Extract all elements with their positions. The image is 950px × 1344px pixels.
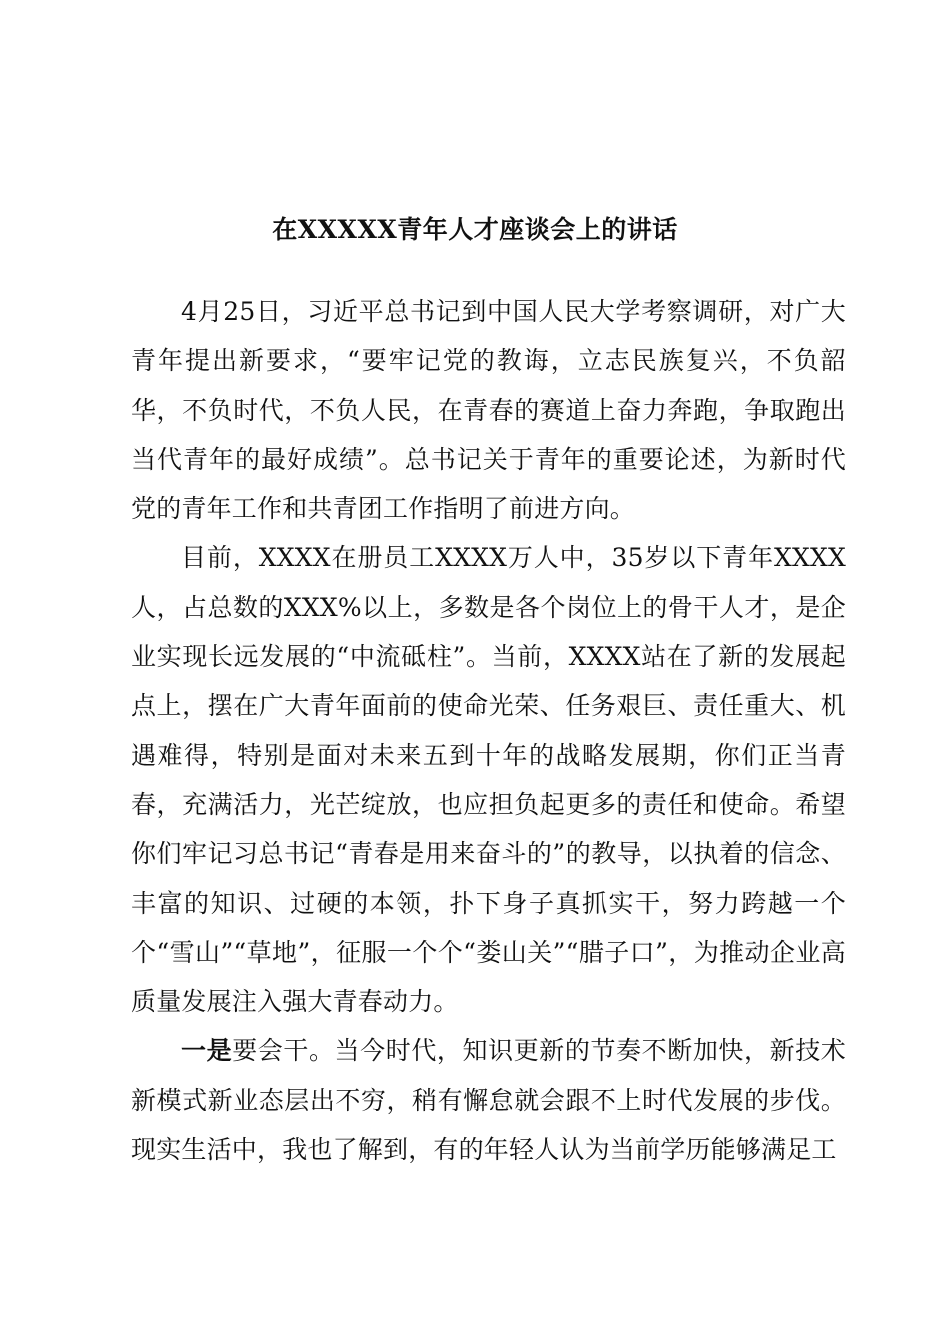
document-body [131,287,846,1174]
paragraph-1 [131,287,846,533]
paragraph-3-lead: 一是 [181,1036,233,1066]
paragraph-1-text: 4月25日，习近平总书记到中国人民大学考察调研，对广大青年提出新要求，“要牢记党的教诲，立志民族复兴，不负韶华，不负时代，不负人民，在青春的赛道上奋力奔跑，争取跑出当代青年的最好成绩”。总书记关于青年的重要论述，为新时代党的青年工作和共青团工作指明了前进方向。 [131,297,846,524]
document-title: 在XXXXX青年人才座谈会上的讲话 [272,215,678,244]
paragraph-3 [131,1026,846,1174]
paragraph-2-text: 目前，XXXX在册员工XXXX万人中，35岁以下青年XXXX人，占总数的XXX%以上，多数是各个岗位上的骨干人才，是企业实现长远发展的“中流砥柱”。当前，XXXX站在了新的发展起点上，摆在广大青年面前的使命光荣、任务艰巨、责任重大、机遇难得，特别是面对未来五到十年的战略发展期，你们正当青春，充满活力，光芒绽放，也应担负起更多的责任和使命。希望你们牢记习总书记“青春是用来奋斗的”的教导，以执着的信念、丰富的知识、过硬的本领，扑下身子真抓实干，努力跨越一个个“雪山”“草地”，征服一个个“娄山关”“腊子口”，为推动企业高质量发展注入强大青春动力。 [131,543,846,1017]
paragraph-2 [131,533,846,1026]
paragraph-3-text: 要会干。当今时代，知识更新的节奏不断加快，新技术新模式新业态层出不穷，稍有懈怠就会跟不上时代发展的步伐。现实生活中，我也了解到，有的年轻人认为当前学历能够满足工 [131,1036,846,1165]
